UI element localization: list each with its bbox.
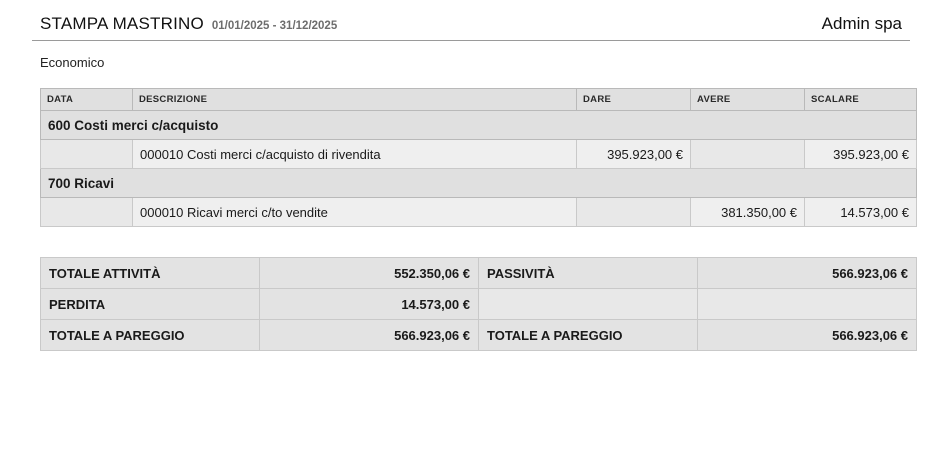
column-header-data: DATA	[41, 89, 133, 111]
table-row	[41, 258, 917, 289]
table-row	[41, 320, 917, 351]
cell-data	[41, 140, 133, 169]
ledger-table-head	[41, 89, 917, 111]
table-row	[41, 289, 917, 320]
totals-right-value	[698, 289, 917, 320]
totals-table-body	[41, 258, 917, 351]
totals-right-value: 566.923,06 €	[698, 258, 917, 289]
table-header-row	[41, 89, 917, 111]
cell-scalare: 395.923,00 €	[805, 140, 917, 169]
ledger-table	[40, 88, 917, 227]
table-row	[41, 140, 917, 169]
table-row-group	[41, 111, 917, 140]
report-period: 01/01/2025 - 31/12/2025	[211, 20, 338, 32]
cell-scalare: 14.573,00 €	[805, 198, 917, 227]
cell-dare	[577, 198, 691, 227]
company-name: Admin spa	[821, 14, 902, 33]
table-row-group	[41, 169, 917, 198]
report-header-left	[40, 14, 337, 34]
totals-left-value: 14.573,00 €	[260, 289, 479, 320]
cell-dare: 395.923,00 €	[577, 140, 691, 169]
cell-avere: 381.350,00 €	[691, 198, 805, 227]
cell-avere	[691, 140, 805, 169]
cell-descrizione: 000010 Costi merci c/acquisto di rivendita	[133, 140, 577, 169]
totals-left-label: PERDITA	[41, 289, 260, 320]
column-header-dare: DARE	[577, 89, 691, 111]
cell-descrizione: 000010 Ricavi merci c/to vendite	[133, 198, 577, 227]
column-header-descrizione: DESCRIZIONE	[133, 89, 577, 111]
totals-left-value: 552.350,06 €	[260, 258, 479, 289]
totals-left-label: TOTALE ATTIVITÀ	[41, 258, 260, 289]
totals-right-label: TOTALE A PAREGGIO	[479, 320, 698, 351]
report-subtitle: Economico	[40, 55, 105, 70]
totals-left-value: 566.923,06 €	[260, 320, 479, 351]
column-header-avere: AVERE	[691, 89, 805, 111]
page-title: STAMPA MASTRINO	[40, 14, 204, 33]
totals-right-value: 566.923,06 €	[698, 320, 917, 351]
account-group-label: 700 Ricavi	[41, 169, 917, 198]
totals-table	[40, 257, 917, 351]
cell-data	[41, 198, 133, 227]
column-header-scalare: SCALARE	[805, 89, 917, 111]
report-header	[32, 0, 910, 41]
table-row	[41, 198, 917, 227]
totals-right-label	[479, 289, 698, 320]
totals-right-label: PASSIVITÀ	[479, 258, 698, 289]
totals-left-label: TOTALE A PAREGGIO	[41, 320, 260, 351]
ledger-table-body	[41, 111, 917, 227]
account-group-label: 600 Costi merci c/acquisto	[41, 111, 917, 140]
